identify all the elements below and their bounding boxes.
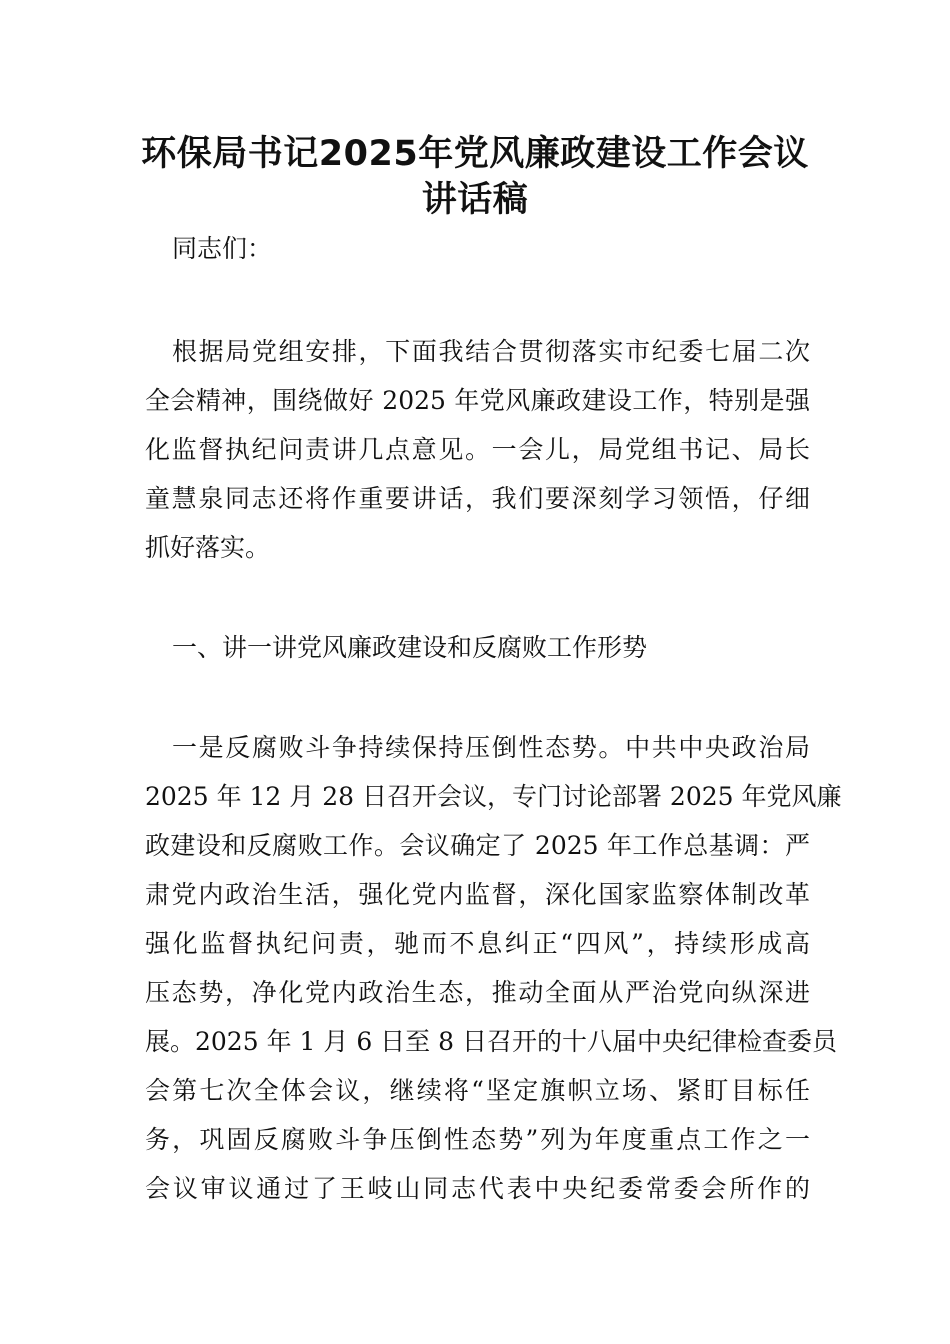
intro-line-3: 化监督执纪问责讲几点意见。一会儿，局党组书记、局长 <box>145 435 810 464</box>
section1-line-10: 会议审议通过了王岐山同志代表中央纪委常委会所作的 <box>145 1174 810 1203</box>
section1-line-2: 2025 年 12 月 28 日召开会议，专门讨论部署 2025 年党风廉 <box>145 782 842 811</box>
section1-line-1: 一是反腐败斗争持续保持压倒性态势。中共中央政治局 <box>172 733 810 762</box>
document-title-line-2: 讲话稿 <box>421 180 529 220</box>
section1-line-6: 压态势，净化党内政治生态，推动全面从严治党向纵深进 <box>145 978 810 1007</box>
intro-line-5: 抓好落实。 <box>145 533 271 562</box>
document-title-line-1: 环保局书记2025年党风廉政建设工作会议 <box>141 134 809 174</box>
section1-line-4: 肃党内政治生活，强化党内监督，深化国家监察体制改革 <box>145 880 810 909</box>
salutation: 同志们： <box>172 234 273 263</box>
section1-line-5: 强化监督执纪问责，驰而不息纠正“四风”，持续形成高 <box>145 929 810 958</box>
section1-line-3: 政建设和反腐败工作。会议确定了 2025 年工作总基调：严 <box>145 831 810 860</box>
intro-line-1: 根据局党组安排，下面我结合贯彻落实市纪委七届二次 <box>172 337 810 366</box>
section1-heading: 一、讲一讲党风廉政建设和反腐败工作形势 <box>172 633 648 662</box>
section1-line-8: 会第七次全体会议，继续将“坚定旗帜立场、紧盯目标任 <box>145 1076 810 1105</box>
intro-line-2: 全会精神，围绕做好 2025 年党风廉政建设工作，特别是强 <box>145 386 810 415</box>
intro-line-4: 童慧泉同志还将作重要讲话，我们要深刻学习领悟，仔细 <box>145 484 810 513</box>
section1-line-7: 展。2025 年 1 月 6 日至 8 日召开的十八届中央纪律检查委员 <box>145 1027 837 1056</box>
section1-line-9: 务，巩固反腐败斗争压倒性态势”列为年度重点工作之一 <box>145 1125 810 1154</box>
